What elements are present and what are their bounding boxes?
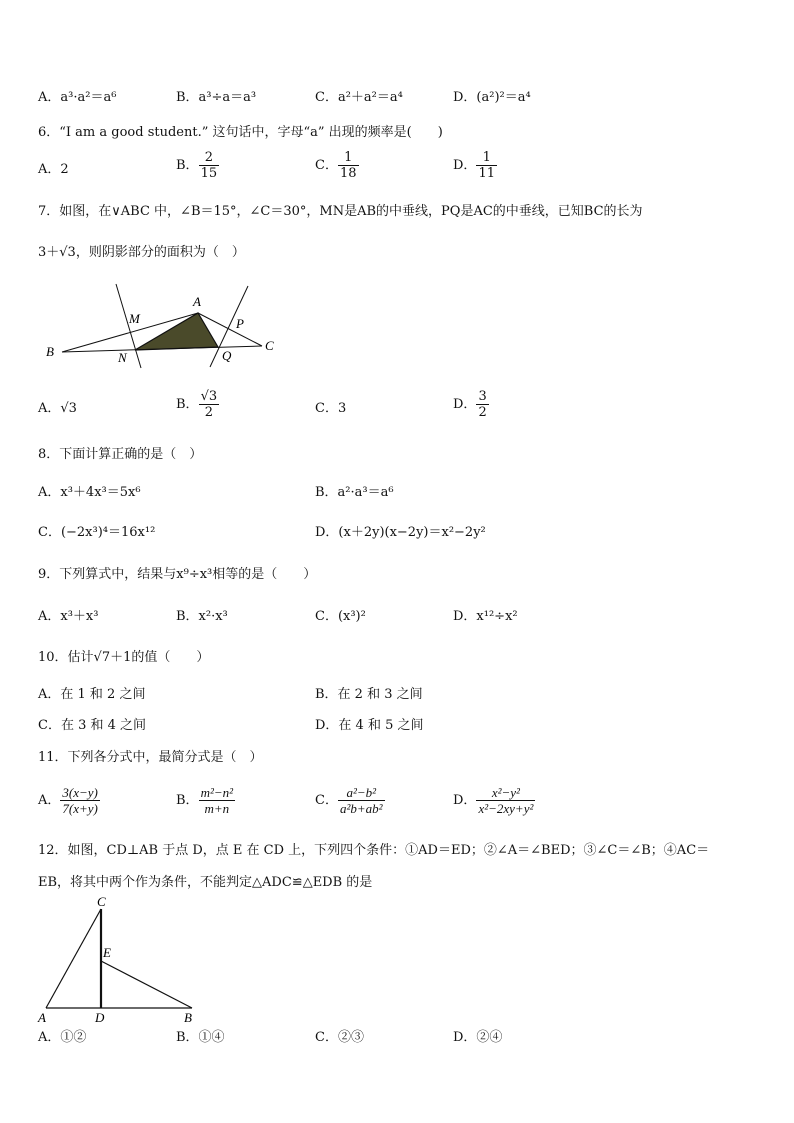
numerator: √3: [200, 389, 218, 404]
numerator: 1: [476, 150, 497, 166]
q12-label-e: E: [103, 945, 111, 960]
q7-label-c: C: [265, 338, 274, 353]
q12-option-c: C．②③: [315, 1030, 364, 1045]
denominator: m+n: [204, 801, 230, 816]
q11-option-d-label: D．: [453, 793, 477, 808]
q9-stem: 9．下列算式中，结果与x⁹÷x³相等的是（ ）: [38, 567, 317, 582]
q6-option-b: [176, 150, 219, 181]
q10-option-b: B．在 2 和 3 之间: [315, 687, 423, 702]
q5-option-c: C．a²＋a²＝a⁴: [315, 90, 403, 105]
q12-stem-line2: EB，将其中两个作为条件，不能判定△ADC≌△EDB 的是: [38, 875, 373, 890]
q12-label-c: C: [97, 894, 106, 909]
q7-figure: [40, 280, 290, 370]
numerator: 3: [478, 389, 487, 404]
q7-label-n: N: [118, 350, 127, 365]
q11-option-b: [176, 785, 235, 816]
q11-stem: 11．下列各分式中，最简分式是（ ）: [38, 750, 263, 765]
q12-label-b: B: [184, 1010, 192, 1025]
q6-option-c-label: C．: [315, 158, 338, 173]
q7-label-q: Q: [222, 348, 232, 363]
q12-label-a: A: [38, 1010, 46, 1025]
q7-option-d-fraction: [476, 389, 488, 420]
q10-option-d: D．在 4 和 5 之间: [315, 718, 424, 733]
q12-option-b: B．①④: [176, 1030, 225, 1045]
denominator: 15: [200, 166, 218, 181]
q7-label-p: P: [236, 316, 244, 331]
q11-option-c-label: C．: [315, 793, 338, 808]
numerator: m²−n²: [200, 785, 234, 800]
q8-option-d: D．(x＋2y)(x−2y)＝x²−2y²: [315, 525, 486, 540]
q7-option-c: C．3: [315, 401, 347, 416]
q7-label-a: A: [193, 294, 201, 309]
q7-label-m: M: [129, 311, 140, 326]
q7-shaded-triangle: [135, 313, 218, 350]
q11-option-b-fraction: [199, 785, 235, 816]
numerator: 2: [199, 150, 220, 166]
q8-option-a: A．x³＋4x³＝5x⁶: [38, 485, 141, 500]
q5-option-b: B．a³÷a＝a³: [176, 90, 257, 105]
q10-stem: 10．估计√7＋1的值（ ）: [38, 650, 210, 665]
denominator: 2: [478, 405, 487, 420]
q7-option-b-fraction: [199, 389, 220, 420]
q6-stem: 6．“I am a good student.” 这句话中，字母“a” 出现的频率是( ): [38, 125, 443, 140]
denominator: 11: [478, 166, 495, 181]
numerator: 3(x−y): [62, 785, 98, 800]
denominator: 18: [339, 166, 357, 181]
q9-option-a: A．x³＋x³: [38, 609, 99, 624]
q9-option-c: C．(x³)²: [315, 609, 366, 624]
q6-option-d-label: D．: [453, 158, 477, 173]
numerator: 1: [338, 150, 359, 166]
q7-option-d-label: D．: [453, 397, 477, 412]
q7-option-d: [453, 389, 489, 420]
q6-option-d-fraction: [476, 150, 497, 181]
denominator: a²b+ab²: [339, 801, 383, 816]
q12-figure: [34, 893, 204, 1025]
q7-option-b-label: B．: [176, 397, 199, 412]
q8-stem: 8．下面计算正确的是（ ）: [38, 447, 203, 462]
q11-option-a-fraction: [60, 785, 99, 816]
denominator: 2: [204, 405, 213, 420]
q9-option-b: B．x²·x³: [176, 609, 228, 624]
numerator: x²−y²: [476, 785, 535, 801]
q5-option-d: D．(a²)²＝a⁴: [453, 90, 531, 105]
q6-option-b-fraction: [199, 150, 220, 181]
q12-stem-line1: 12．如图，CD⊥AB 于点 D，点 E 在 CD 上，下列四个条件：①AD＝ED；②∠A＝∠BED；③∠C＝∠B；④AC＝: [38, 843, 710, 858]
q11-option-c-fraction: [338, 785, 385, 816]
q6-option-b-label: B．: [176, 158, 199, 173]
q11-option-d-fraction: [476, 785, 535, 816]
q8-option-b: B．a²·a³＝a⁶: [315, 485, 394, 500]
q6-option-c: [315, 150, 359, 181]
q6-option-a: A．2: [38, 162, 69, 177]
q12-line-ac: [46, 909, 101, 1008]
q7-label-b: B: [46, 344, 54, 359]
q7-stem-line1: 7．如图，在∨ABC 中，∠B＝15°，∠C＝30°，MN是AB的中垂线，PQ是AC的中垂线，已知BC的长为: [38, 204, 643, 219]
q7-option-b: [176, 389, 219, 420]
denominator: x²−2xy+y²: [478, 801, 534, 816]
q10-option-c: C．在 3 和 4 之间: [38, 718, 147, 733]
q9-option-d: D．x¹²÷x²: [453, 609, 518, 624]
q11-option-d: [453, 785, 535, 816]
denominator: 7(x+y): [62, 801, 98, 816]
q11-option-b-label: B．: [176, 793, 199, 808]
q11-option-a-label: A．: [38, 793, 61, 808]
q7-option-a: A．√3: [38, 401, 77, 416]
q10-option-a: A．在 1 和 2 之间: [38, 687, 146, 702]
q12-option-d: D．②④: [453, 1030, 503, 1045]
q7-stem-line2: 3＋√3，则阴影部分的面积为（ ）: [38, 245, 245, 260]
q5-option-a: A．a³·a²＝a⁶: [38, 90, 117, 105]
q6-option-c-fraction: [338, 150, 359, 181]
q6-option-d: [453, 150, 497, 181]
q8-option-c: C．(−2x³)⁴＝16x¹²: [38, 525, 156, 540]
q12-label-d: D: [95, 1010, 105, 1025]
q11-option-c: [315, 785, 385, 816]
q12-option-a: A．①②: [38, 1030, 87, 1045]
numerator: a²−b²: [338, 785, 385, 801]
q11-option-a: [38, 785, 100, 816]
q12-line-eb: [101, 961, 192, 1008]
